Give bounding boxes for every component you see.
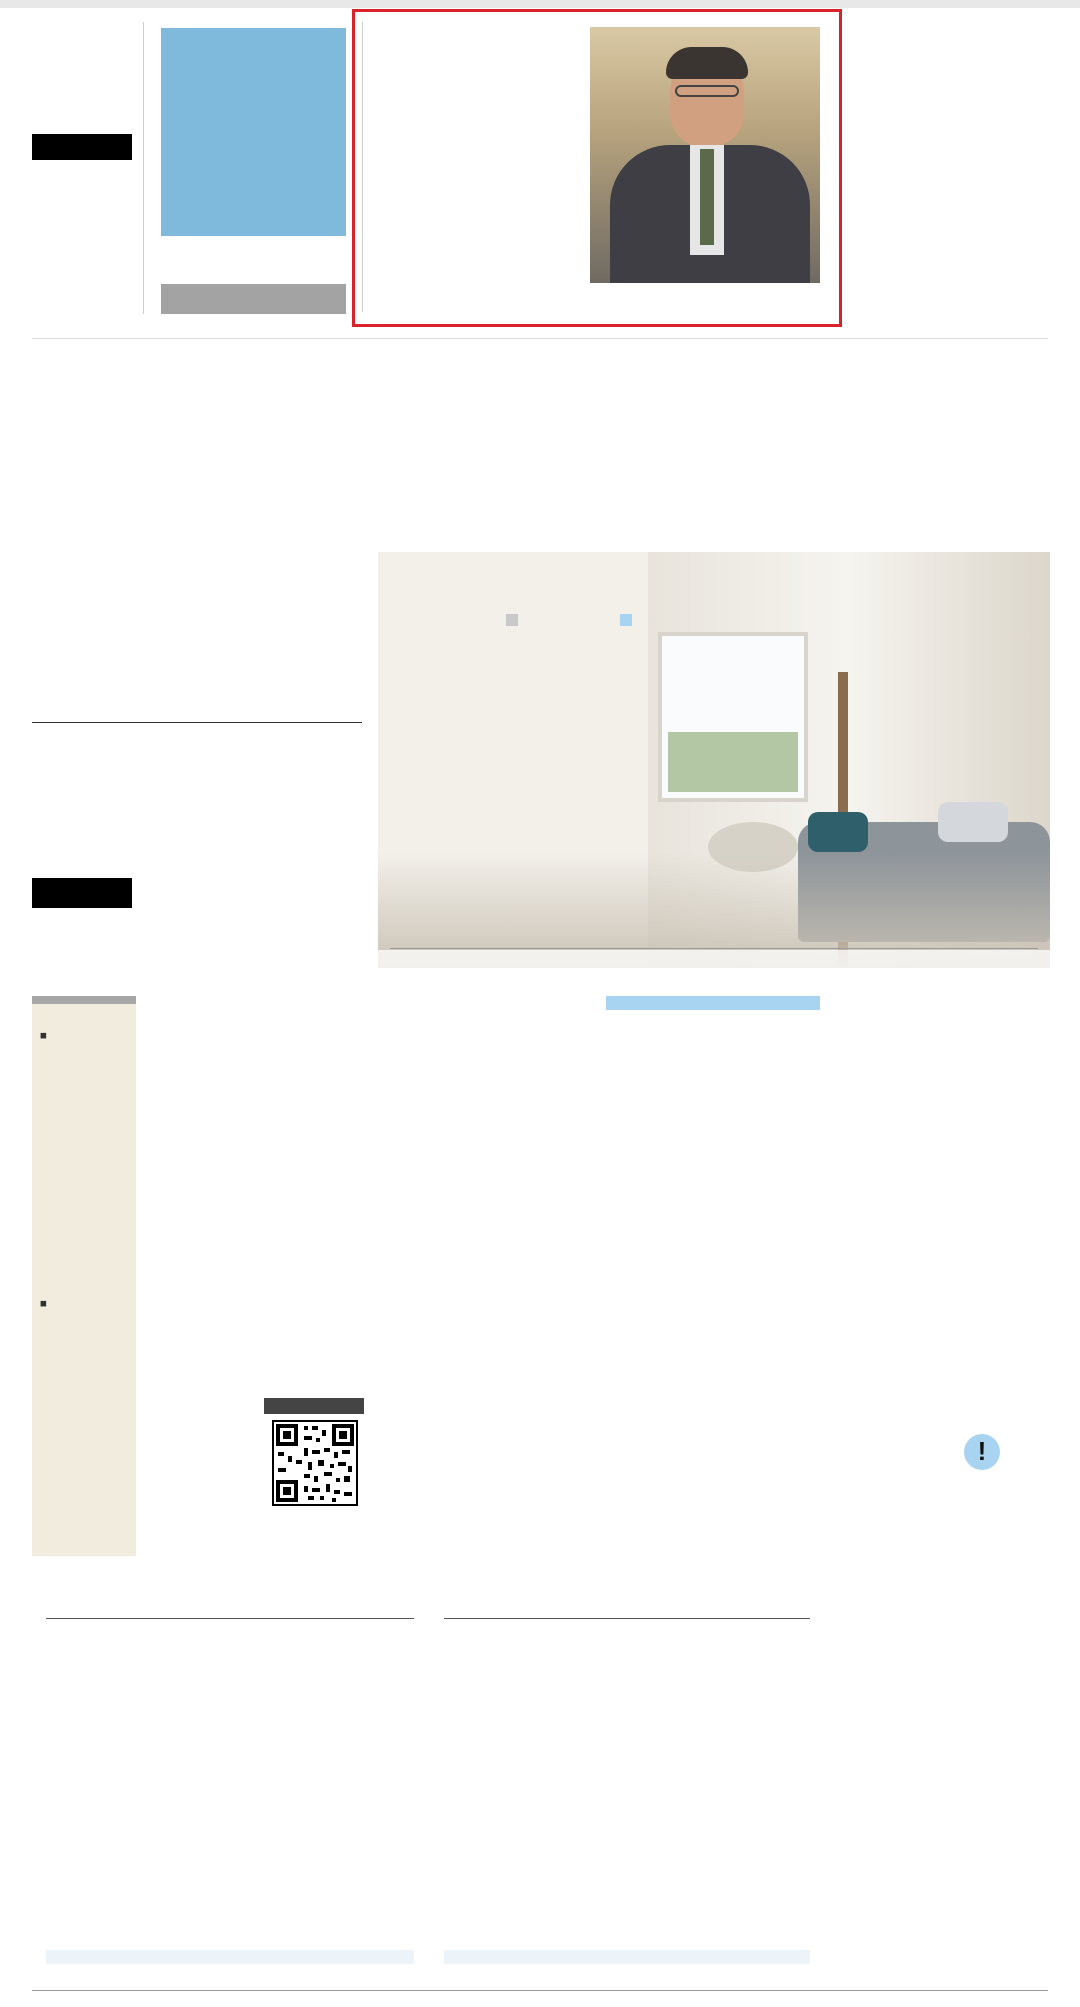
sidebar-item-1: ■ [40,1030,47,1042]
vivienda-box-bar [606,996,820,1010]
redacted-bar [32,878,132,908]
sidebar-retos [32,996,136,1556]
industry-chart [444,1690,814,1952]
housing-chart [378,552,1050,968]
brand-bar [32,134,132,160]
qr-header-bar [264,1398,364,1414]
alert-icon: ! [964,1434,1000,1470]
sidebar-item-2: ■ [40,1298,47,1310]
top-bar [0,0,1080,330]
commerce-chart [46,1664,416,1954]
minister-photo [590,27,820,283]
qr-code [272,1420,358,1506]
section-tile [161,28,346,286]
chart1-plot [378,552,1050,968]
